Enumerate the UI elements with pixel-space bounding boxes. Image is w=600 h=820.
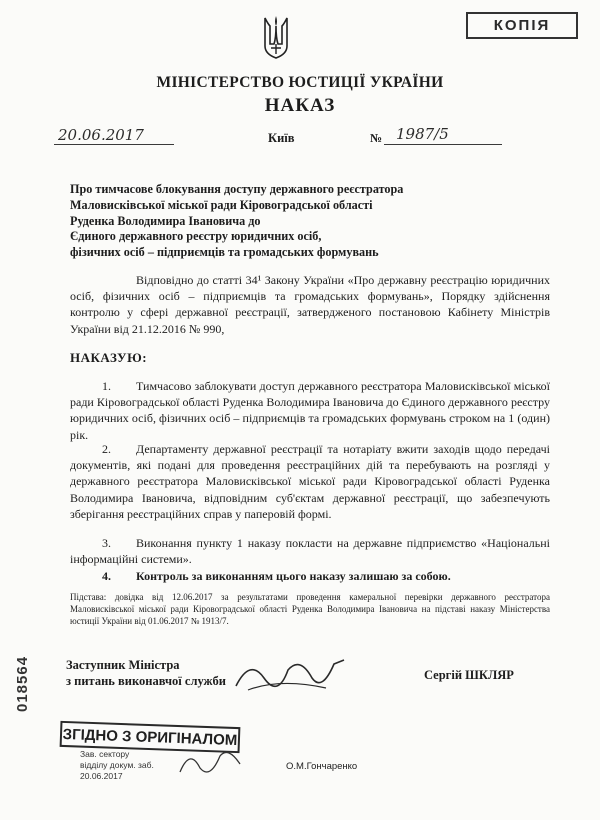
preamble — [70, 272, 550, 337]
document-type: НАКАЗ — [264, 95, 336, 116]
number-underline — [384, 144, 502, 145]
preamble-text: Відповідно до статті 34¹ Закону України «Про державну реєстрацію юридичних осіб, фізичних осіб – підприємців та громадських формувань», Порядку здійснення контролю у сфері державної реєстрації, затвердженого постановою Кабінету Міністрів України від 21.12.2016 № 990, — [70, 273, 550, 336]
city: Київ — [268, 131, 295, 145]
order-item — [70, 378, 550, 443]
position-line: Заступник Міністра — [66, 658, 180, 672]
order-item — [70, 535, 550, 567]
subject-line: Про тимчасове блокування доступу державного реєстратора — [70, 182, 404, 196]
order-date: 20.06.2017 — [58, 126, 144, 144]
item-number: 1. — [102, 379, 111, 393]
stamp-signature-icon — [176, 742, 246, 782]
stamp-line: Зав. сектору — [80, 749, 130, 759]
original-stamp: ЗГІДНО З ОРИГІНАЛОМ — [60, 721, 241, 753]
stamp-line: відділу докум. заб. — [80, 760, 154, 770]
stamp-line: 20.06.2017 — [80, 771, 123, 781]
position-line: з питань виконавчої служби — [66, 674, 226, 688]
item-number: 3. — [102, 536, 111, 550]
copy-stamp: КОПІЯ — [466, 12, 578, 39]
item-text: Департаменту державної реєстрації та нотаріату вжити заходів щодо передачі документів, які подані для проведення реєстраційних дій та перебувають на розгляді у державного реєстратора Маловисківської міської ради Кіровоградської області Руденка Володимира Івановича, відповідним суб'єктам державної реєстрації, що забезпечують зберігання реєстраційних справ у паперовій формі. — [70, 442, 550, 521]
order-word: НАКАЗУЮ: — [70, 350, 148, 365]
order-item — [70, 441, 550, 522]
order-item — [70, 568, 550, 584]
signatory-position — [66, 657, 226, 689]
date-underline — [54, 144, 174, 145]
number-label: № — [370, 131, 383, 145]
subject-line: Єдиного державного реєстру юридичних осіб, — [70, 229, 322, 244]
signatory-name: Сергій ШКЛЯР — [424, 668, 514, 682]
side-registration-number: 018564 — [14, 655, 31, 712]
subject-line: фізичних осіб – підприємців та громадських формувань — [70, 245, 379, 260]
subject-line: Руденка Володимира Івановича до — [70, 213, 261, 228]
signature-scribble-icon — [230, 648, 350, 698]
executor-name: О.М.Гончаренко — [286, 761, 358, 772]
order-subject — [70, 182, 550, 261]
basis-note: Підстава: довідка від 12.06.2017 за результатами проведення камеральної перевірки державного реєстратора Маловисківської міської ради Кіровоградської області Руденка Володимира Івановича на підставі наказу Міністерства юстиції України від 01.06.2017 № 1913/7. — [70, 592, 550, 626]
stamp-details — [80, 749, 154, 782]
ministry-name: МІНІСТЕРСТВО ЮСТИЦІЇ УКРАЇНИ — [156, 74, 444, 91]
subject-line: Маловисківської міської ради Кіровоградської області — [70, 197, 373, 212]
order-number: 1987/5 — [396, 125, 449, 143]
trident-emblem-icon — [262, 14, 290, 60]
item-number: 2. — [102, 442, 111, 456]
item-number: 4. — [102, 569, 111, 583]
item-text: Тимчасово заблокувати доступ державного реєстратора Маловисківської міської ради Кіровоградської області Руденка Володимира Івановича до Єдиного державного реєстру юридичних осіб, фізичних осіб – підприємців та громадських формувань строком на 1 (один) рік. — [70, 379, 550, 442]
item-text: Контроль за виконанням цього наказу залишаю за собою. — [136, 569, 451, 583]
item-text: Виконання пункту 1 наказу покласти на державне підприємство «Національні інформаційні системи». — [70, 536, 550, 567]
